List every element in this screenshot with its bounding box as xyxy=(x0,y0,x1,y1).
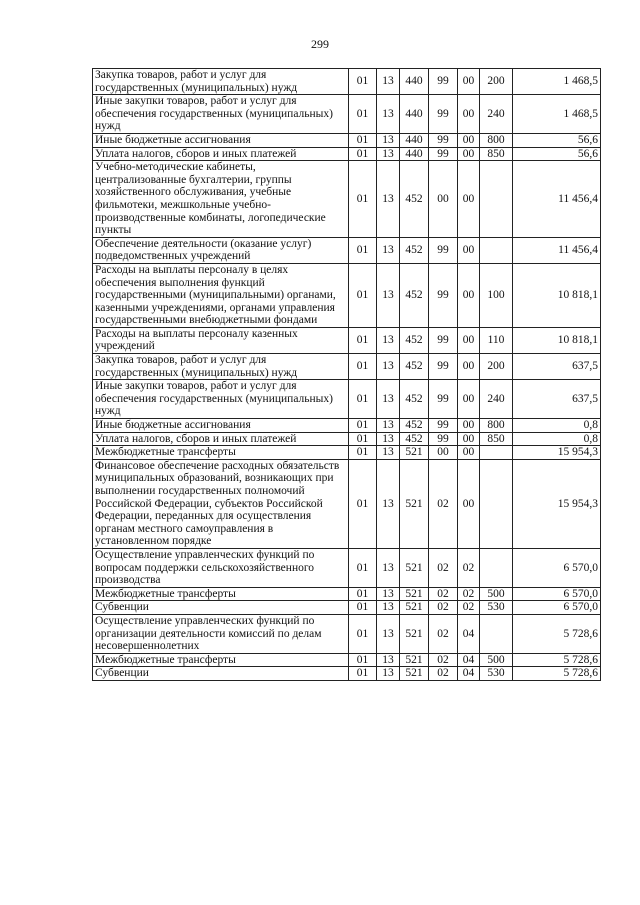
target-subarticle-code: 00 xyxy=(429,446,458,460)
row-name: Межбюджетные трансферты xyxy=(93,653,349,667)
expense-type-code xyxy=(480,548,513,587)
amount-value: 56,6 xyxy=(513,133,601,147)
section-code: 01 xyxy=(349,459,377,548)
section-code: 01 xyxy=(349,419,377,433)
expense-type-code: 530 xyxy=(480,601,513,615)
target-item-code: 04 xyxy=(458,653,480,667)
row-name: Обеспечение деятельности (оказание услуг) подведомственных учреждений xyxy=(93,237,349,263)
table-row xyxy=(93,653,601,667)
table-row xyxy=(93,95,601,134)
target-item-code: 00 xyxy=(458,380,480,419)
amount-value: 10 818,1 xyxy=(513,263,601,327)
row-name: Уплата налогов, сборов и иных платежей xyxy=(93,432,349,446)
subsection-code: 13 xyxy=(377,601,400,615)
table-row xyxy=(93,446,601,460)
target-article-code: 521 xyxy=(400,587,429,601)
subsection-code: 13 xyxy=(377,147,400,161)
table-row xyxy=(93,380,601,419)
section-code: 01 xyxy=(349,614,377,653)
target-subarticle-code: 02 xyxy=(429,653,458,667)
row-name: Субвенции xyxy=(93,667,349,681)
target-item-code: 02 xyxy=(458,548,480,587)
section-code: 01 xyxy=(349,601,377,615)
target-article-code: 521 xyxy=(400,601,429,615)
expense-type-code: 110 xyxy=(480,327,513,353)
amount-value: 15 954,3 xyxy=(513,459,601,548)
target-article-code: 452 xyxy=(400,327,429,353)
row-name: Иные бюджетные ассигнования xyxy=(93,419,349,433)
subsection-code: 13 xyxy=(377,459,400,548)
amount-value: 6 570,0 xyxy=(513,601,601,615)
subsection-code: 13 xyxy=(377,614,400,653)
expense-type-code: 200 xyxy=(480,69,513,95)
table-row xyxy=(93,459,601,548)
table-row xyxy=(93,263,601,327)
subsection-code: 13 xyxy=(377,263,400,327)
amount-value: 5 728,6 xyxy=(513,653,601,667)
row-name: Иные закупки товаров, работ и услуг для обеспечения государственных (муниципальных) нужд xyxy=(93,380,349,419)
target-subarticle-code: 99 xyxy=(429,95,458,134)
row-name: Осуществление управленческих функций по вопросам поддержки сельскохозяйственного производства xyxy=(93,548,349,587)
target-item-code: 04 xyxy=(458,667,480,681)
page-number: 299 xyxy=(311,37,329,51)
subsection-code: 13 xyxy=(377,653,400,667)
target-article-code: 440 xyxy=(400,133,429,147)
target-item-code: 00 xyxy=(458,327,480,353)
row-name: Финансовое обеспечение расходных обязательств муниципальных образований, возникающих при выполнении государственных полномочий Российской Федерации, субъектов Российской Федерации, переданных для осуществления органам местного самоуправления в установленном порядке xyxy=(93,459,349,548)
subsection-code: 13 xyxy=(377,354,400,380)
target-article-code: 521 xyxy=(400,548,429,587)
table-row xyxy=(93,354,601,380)
table-row xyxy=(93,327,601,353)
target-item-code: 02 xyxy=(458,587,480,601)
target-article-code: 521 xyxy=(400,653,429,667)
subsection-code: 13 xyxy=(377,446,400,460)
section-code: 01 xyxy=(349,95,377,134)
table-row xyxy=(93,133,601,147)
table-row xyxy=(93,161,601,238)
target-subarticle-code: 99 xyxy=(429,327,458,353)
expense-type-code: 850 xyxy=(480,432,513,446)
target-article-code: 452 xyxy=(400,354,429,380)
expense-type-code: 500 xyxy=(480,587,513,601)
target-subarticle-code: 99 xyxy=(429,263,458,327)
subsection-code: 13 xyxy=(377,133,400,147)
target-subarticle-code: 99 xyxy=(429,237,458,263)
target-subarticle-code: 02 xyxy=(429,459,458,548)
target-subarticle-code: 02 xyxy=(429,587,458,601)
row-name: Осуществление управленческих функций по организации деятельности комиссий по делам несовершеннолетних xyxy=(93,614,349,653)
expense-type-code xyxy=(480,446,513,460)
row-name: Расходы на выплаты персоналу казенных учреждений xyxy=(93,327,349,353)
target-article-code: 521 xyxy=(400,667,429,681)
target-item-code: 00 xyxy=(458,354,480,380)
amount-value: 0,8 xyxy=(513,419,601,433)
subsection-code: 13 xyxy=(377,587,400,601)
section-code: 01 xyxy=(349,446,377,460)
row-name: Закупка товаров, работ и услуг для государственных (муниципальных) нужд xyxy=(93,354,349,380)
target-item-code: 00 xyxy=(458,419,480,433)
section-code: 01 xyxy=(349,69,377,95)
section-code: 01 xyxy=(349,354,377,380)
target-article-code: 440 xyxy=(400,147,429,161)
target-item-code: 02 xyxy=(458,601,480,615)
target-item-code: 00 xyxy=(458,95,480,134)
amount-value: 5 728,6 xyxy=(513,614,601,653)
subsection-code: 13 xyxy=(377,419,400,433)
table-row xyxy=(93,587,601,601)
amount-value: 1 468,5 xyxy=(513,95,601,134)
subsection-code: 13 xyxy=(377,327,400,353)
target-item-code: 00 xyxy=(458,263,480,327)
subsection-code: 13 xyxy=(377,237,400,263)
section-code: 01 xyxy=(349,263,377,327)
budget-table-body xyxy=(93,69,601,681)
expense-type-code: 500 xyxy=(480,653,513,667)
section-code: 01 xyxy=(349,587,377,601)
target-subarticle-code: 02 xyxy=(429,667,458,681)
row-name: Иные закупки товаров, работ и услуг для обеспечения государственных (муниципальных) нужд xyxy=(93,95,349,134)
row-name: Субвенции xyxy=(93,601,349,615)
table-row xyxy=(93,667,601,681)
target-article-code: 521 xyxy=(400,446,429,460)
section-code: 01 xyxy=(349,432,377,446)
target-article-code: 440 xyxy=(400,95,429,134)
target-article-code: 452 xyxy=(400,380,429,419)
table-row xyxy=(93,432,601,446)
target-article-code: 452 xyxy=(400,161,429,238)
amount-value: 56,6 xyxy=(513,147,601,161)
amount-value: 11 456,4 xyxy=(513,237,601,263)
target-subarticle-code: 99 xyxy=(429,432,458,446)
table-row xyxy=(93,548,601,587)
section-code: 01 xyxy=(349,667,377,681)
section-code: 01 xyxy=(349,147,377,161)
subsection-code: 13 xyxy=(377,548,400,587)
subsection-code: 13 xyxy=(377,69,400,95)
section-code: 01 xyxy=(349,380,377,419)
section-code: 01 xyxy=(349,327,377,353)
target-subarticle-code: 02 xyxy=(429,548,458,587)
target-subarticle-code: 99 xyxy=(429,147,458,161)
target-subarticle-code: 99 xyxy=(429,69,458,95)
expense-type-code: 800 xyxy=(480,133,513,147)
target-item-code: 00 xyxy=(458,459,480,548)
target-article-code: 521 xyxy=(400,459,429,548)
target-subarticle-code: 02 xyxy=(429,614,458,653)
target-item-code: 00 xyxy=(458,69,480,95)
table-row xyxy=(93,614,601,653)
amount-value: 10 818,1 xyxy=(513,327,601,353)
target-article-code: 452 xyxy=(400,432,429,446)
budget-table xyxy=(92,68,601,681)
target-subarticle-code: 99 xyxy=(429,133,458,147)
table-row xyxy=(93,419,601,433)
row-name: Межбюджетные трансферты xyxy=(93,446,349,460)
subsection-code: 13 xyxy=(377,161,400,238)
target-item-code: 04 xyxy=(458,614,480,653)
section-code: 01 xyxy=(349,653,377,667)
amount-value: 1 468,5 xyxy=(513,69,601,95)
target-item-code: 00 xyxy=(458,161,480,238)
amount-value: 6 570,0 xyxy=(513,548,601,587)
target-article-code: 452 xyxy=(400,419,429,433)
section-code: 01 xyxy=(349,161,377,238)
table-row xyxy=(93,601,601,615)
target-article-code: 521 xyxy=(400,614,429,653)
expense-type-code xyxy=(480,237,513,263)
target-item-code: 00 xyxy=(458,446,480,460)
expense-type-code: 200 xyxy=(480,354,513,380)
subsection-code: 13 xyxy=(377,432,400,446)
amount-value: 15 954,3 xyxy=(513,446,601,460)
section-code: 01 xyxy=(349,548,377,587)
expense-type-code xyxy=(480,459,513,548)
row-name: Расходы на выплаты персоналу в целях обеспечения выполнения функций государственными (муниципальными) органами, казенными учреждениями, органами управления государственными внебюджетными фондами xyxy=(93,263,349,327)
section-code: 01 xyxy=(349,237,377,263)
subsection-code: 13 xyxy=(377,667,400,681)
target-subarticle-code: 00 xyxy=(429,161,458,238)
target-item-code: 00 xyxy=(458,133,480,147)
row-name: Уплата налогов, сборов и иных платежей xyxy=(93,147,349,161)
amount-value: 6 570,0 xyxy=(513,587,601,601)
expense-type-code: 240 xyxy=(480,95,513,134)
target-article-code: 452 xyxy=(400,263,429,327)
row-name: Межбюджетные трансферты xyxy=(93,587,349,601)
expense-type-code: 100 xyxy=(480,263,513,327)
subsection-code: 13 xyxy=(377,380,400,419)
expense-type-code: 530 xyxy=(480,667,513,681)
table-row xyxy=(93,237,601,263)
row-name: Иные бюджетные ассигнования xyxy=(93,133,349,147)
target-item-code: 00 xyxy=(458,237,480,263)
section-code: 01 xyxy=(349,133,377,147)
expense-type-code: 240 xyxy=(480,380,513,419)
row-name: Закупка товаров, работ и услуг для государственных (муниципальных) нужд xyxy=(93,69,349,95)
target-item-code: 00 xyxy=(458,432,480,446)
expense-type-code xyxy=(480,614,513,653)
table-row xyxy=(93,147,601,161)
amount-value: 5 728,6 xyxy=(513,667,601,681)
target-subarticle-code: 02 xyxy=(429,601,458,615)
expense-type-code xyxy=(480,161,513,238)
amount-value: 637,5 xyxy=(513,354,601,380)
amount-value: 0,8 xyxy=(513,432,601,446)
table-row xyxy=(93,69,601,95)
row-name: Учебно-методические кабинеты, централизованные бухгалтерии, группы хозяйственного обслуживания, учебные фильмотеки, межшкольные учебно-производственные комбинаты, логопедические пункты xyxy=(93,161,349,238)
target-article-code: 452 xyxy=(400,237,429,263)
target-subarticle-code: 99 xyxy=(429,419,458,433)
amount-value: 11 456,4 xyxy=(513,161,601,238)
amount-value: 637,5 xyxy=(513,380,601,419)
target-subarticle-code: 99 xyxy=(429,380,458,419)
target-item-code: 00 xyxy=(458,147,480,161)
subsection-code: 13 xyxy=(377,95,400,134)
expense-type-code: 800 xyxy=(480,419,513,433)
target-subarticle-code: 99 xyxy=(429,354,458,380)
expense-type-code: 850 xyxy=(480,147,513,161)
target-article-code: 440 xyxy=(400,69,429,95)
